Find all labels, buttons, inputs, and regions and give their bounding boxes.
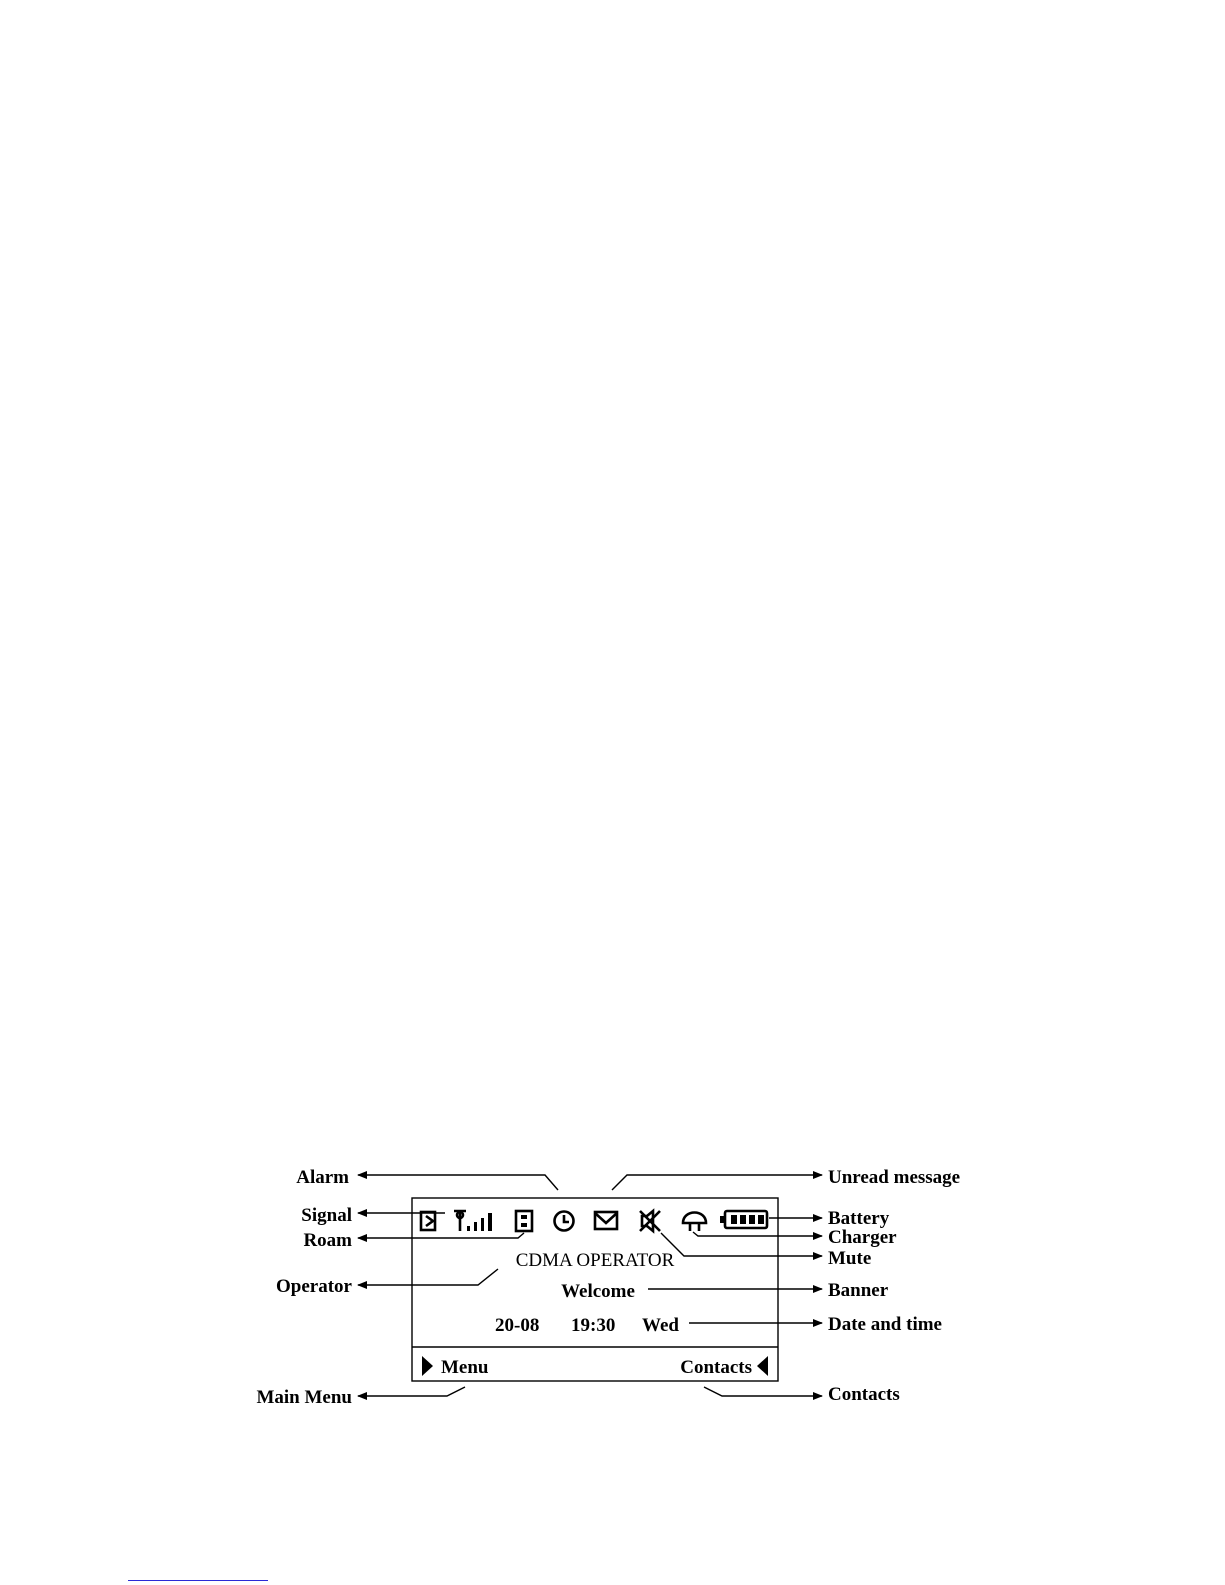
unread-message-leader xyxy=(612,1175,822,1190)
alarm-label: Alarm xyxy=(296,1167,349,1188)
operator-label: Operator xyxy=(276,1276,352,1297)
time-text: 19:30 xyxy=(571,1315,616,1336)
left-arrow-icon xyxy=(422,1356,433,1376)
contacts-leader xyxy=(704,1387,822,1396)
contacts-softkey[interactable] xyxy=(680,1356,768,1378)
signal-label: Signal xyxy=(301,1205,352,1226)
operator-leader xyxy=(358,1269,498,1285)
day-text: Wed xyxy=(642,1315,679,1336)
mute-label: Mute xyxy=(828,1248,872,1269)
main-menu-leader xyxy=(358,1387,465,1396)
charger-icon xyxy=(683,1213,706,1232)
battery-icon xyxy=(720,1211,767,1228)
roam-leader xyxy=(358,1233,524,1238)
date-and-time-label: Date and time xyxy=(828,1314,942,1335)
date-text: 20-08 xyxy=(495,1315,540,1336)
operator-text: CDMA OPERATOR xyxy=(515,1250,675,1271)
message-icon xyxy=(595,1212,617,1229)
roam-icon xyxy=(516,1211,532,1231)
contacts-label: Contacts xyxy=(828,1384,900,1405)
unread-message-label: Unread message xyxy=(828,1167,961,1188)
alarm-icon xyxy=(555,1212,574,1231)
battery-label: Battery xyxy=(828,1208,890,1229)
banner-label: Banner xyxy=(828,1280,889,1301)
alarm-leader xyxy=(358,1175,558,1190)
mute-icon xyxy=(640,1211,660,1231)
data-icon xyxy=(421,1212,435,1230)
menu-softkey-label: Menu xyxy=(441,1357,489,1378)
menu-softkey[interactable] xyxy=(422,1356,489,1378)
right-arrow-icon xyxy=(757,1356,768,1376)
charger-label: Charger xyxy=(828,1227,897,1248)
banner-text: Welcome xyxy=(561,1281,635,1302)
charger-leader xyxy=(693,1232,822,1236)
main-menu-label: Main Menu xyxy=(256,1387,352,1408)
roam-label: Roam xyxy=(303,1230,352,1251)
signal-icon xyxy=(454,1211,492,1231)
footnote-separator xyxy=(128,1580,268,1581)
contacts-softkey-label: Contacts xyxy=(680,1357,752,1378)
